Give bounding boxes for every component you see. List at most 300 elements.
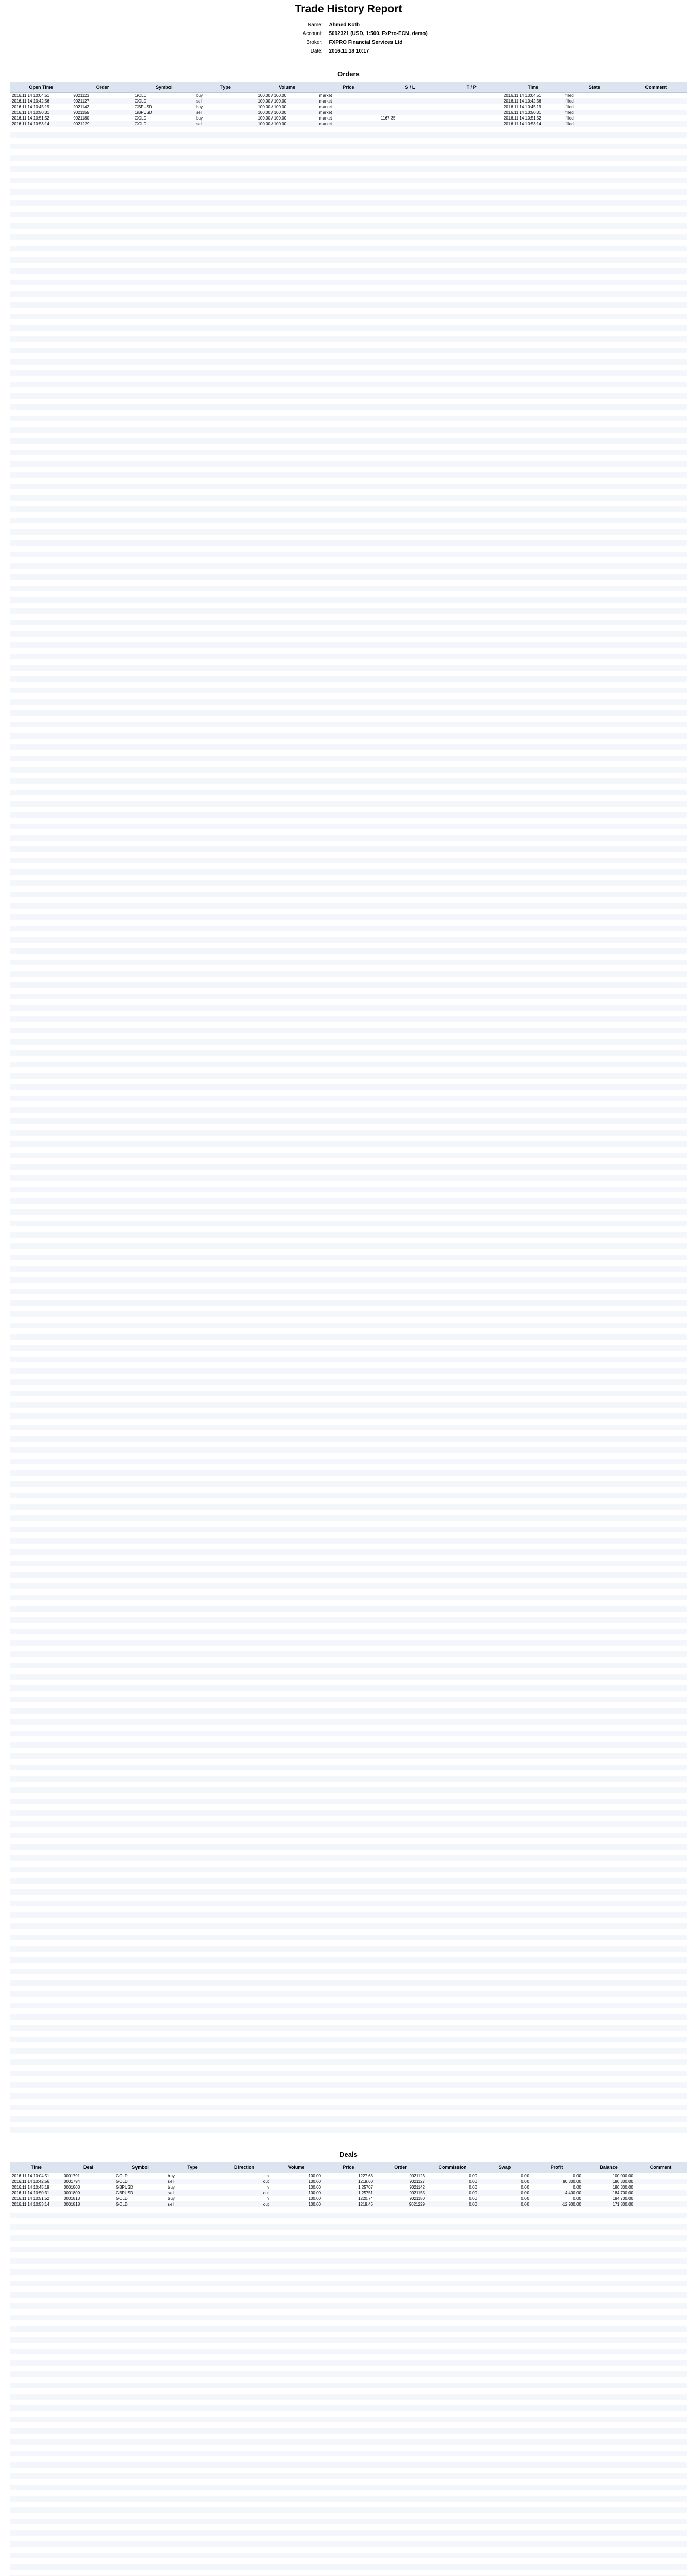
table-cell: buy <box>196 105 203 109</box>
column-header: Volume <box>256 82 317 93</box>
table-row-placeholder <box>10 1651 687 1657</box>
table-row-placeholder <box>10 1141 687 1147</box>
table-row-placeholder <box>10 1867 687 1872</box>
table-row-placeholder <box>10 353 687 359</box>
table-cell: 2016.11.14 10:45:19 <box>503 105 541 109</box>
table-row-placeholder <box>10 144 687 149</box>
table-row-placeholder <box>10 359 687 365</box>
table-row-placeholder <box>10 1181 687 1187</box>
meta-value: FXPRO Financial Services Ltd <box>329 40 403 45</box>
table-row-placeholder <box>10 1759 687 1765</box>
table-row-placeholder <box>10 744 687 750</box>
table-row-placeholder <box>10 308 687 314</box>
table-row-placeholder <box>10 234 687 240</box>
table-cell <box>625 104 687 110</box>
table-cell: GOLD <box>116 2196 128 2201</box>
table-cell <box>635 2196 687 2201</box>
table-row-placeholder <box>10 1640 687 1646</box>
table-cell: 100.00 <box>270 2190 322 2196</box>
table-row-placeholder <box>10 1362 687 1368</box>
table-row-placeholder <box>10 257 687 263</box>
table-row-placeholder <box>10 2343 687 2349</box>
table-cell <box>379 93 440 99</box>
table-row-placeholder <box>10 484 687 489</box>
table-row-placeholder <box>10 2298 687 2303</box>
table-row <box>10 2196 687 2201</box>
table-cell: 2016.11.14 10:42:56 <box>10 98 72 104</box>
table-row-placeholder <box>10 1793 687 1799</box>
column-header: Deal <box>62 2162 114 2173</box>
table-row-placeholder <box>10 2008 687 2014</box>
table-cell: sell <box>195 121 256 127</box>
table-row-placeholder <box>10 1731 687 1736</box>
table-row-placeholder <box>10 920 687 926</box>
table-cell: 80 300.00 <box>531 2179 583 2184</box>
table-cell: 2016.11.14 10:51:52 <box>503 116 541 121</box>
table-row-placeholder <box>10 2252 687 2258</box>
table-row-placeholder <box>10 155 687 161</box>
table-cell <box>625 98 687 104</box>
table-cell: 100.00 / 100.00 <box>258 93 287 98</box>
table-row-placeholder <box>10 648 687 654</box>
table-row-placeholder <box>10 1277 687 1283</box>
table-row-placeholder <box>10 1697 687 1702</box>
table-row-placeholder <box>10 2213 687 2218</box>
table-row-placeholder <box>10 722 687 727</box>
table-cell: -12 900.00 <box>531 2201 583 2207</box>
meta-value: 2016.11.18 10:17 <box>329 48 369 54</box>
table-cell <box>635 2184 687 2190</box>
table-row-placeholder <box>10 880 687 886</box>
table-row-placeholder <box>10 1804 687 1810</box>
table-row-placeholder <box>10 2088 687 2093</box>
table-row-placeholder <box>10 427 687 433</box>
table-row-placeholder <box>10 1221 687 1226</box>
table-row-placeholder <box>10 2241 687 2247</box>
table-row-placeholder <box>10 994 687 999</box>
table-row <box>10 98 687 104</box>
table-cell: 2016.11.14 10:51:52 <box>12 116 49 121</box>
table-row-placeholder <box>10 444 687 450</box>
table-row-placeholder <box>10 2093 687 2099</box>
table-row-placeholder <box>10 291 687 297</box>
table-cell <box>441 93 502 99</box>
column-header: Time <box>502 82 564 93</box>
table-cell: 184 700.00 <box>612 2196 633 2201</box>
table-row-placeholder <box>10 382 687 387</box>
table-cell: 0.00 <box>521 2174 529 2178</box>
table-row-placeholder <box>10 2456 687 2462</box>
table-cell <box>441 121 502 127</box>
table-cell: 1167.35 <box>381 116 396 121</box>
table-row-placeholder <box>10 1187 687 1192</box>
table-row-placeholder <box>10 2519 687 2524</box>
table-row-placeholder <box>10 1470 687 1476</box>
table-row-placeholder <box>10 1113 687 1118</box>
deals-table-continuation <box>10 2207 687 2576</box>
table-row-placeholder <box>10 1629 687 1634</box>
table-cell: 0.00 <box>479 2201 531 2207</box>
table-row-placeholder <box>10 2048 687 2054</box>
table-row-placeholder <box>10 1385 687 1391</box>
table-row-placeholder <box>10 1538 687 1544</box>
table-row-placeholder <box>10 433 687 438</box>
table-row-placeholder <box>10 325 687 331</box>
table-row-placeholder <box>10 1016 687 1022</box>
table-row-placeholder <box>10 778 687 784</box>
table-row-placeholder <box>10 1028 687 1033</box>
table-cell: GBPUSD <box>134 105 152 109</box>
table-cell: sell <box>195 98 256 104</box>
table-row <box>10 110 687 115</box>
table-cell: 0.00 <box>427 2190 479 2196</box>
table-row-placeholder <box>10 829 687 835</box>
table-row-placeholder <box>10 149 687 155</box>
table-row-placeholder <box>10 1969 687 1974</box>
table-row-placeholder <box>10 2110 687 2116</box>
table-row-placeholder <box>10 1260 687 1266</box>
table-row-placeholder <box>10 2524 687 2530</box>
table-row-placeholder <box>10 2037 687 2042</box>
table-row-placeholder <box>10 1748 687 1753</box>
table-row-placeholder <box>10 1589 687 1595</box>
table-row-placeholder <box>10 274 687 280</box>
table-row-placeholder <box>10 518 687 523</box>
table-row-placeholder <box>10 2377 687 2383</box>
table-row-placeholder <box>10 2360 687 2366</box>
table-row-placeholder <box>10 2445 687 2451</box>
table-row-placeholder <box>10 472 687 478</box>
table-row-placeholder <box>10 1833 687 1838</box>
table-row-placeholder <box>10 1850 687 1855</box>
table-row-placeholder <box>10 2127 687 2133</box>
table-cell: GOLD <box>134 116 147 121</box>
column-header: Commission <box>427 2162 479 2173</box>
table-row-placeholder <box>10 2354 687 2360</box>
table-row-placeholder <box>10 501 687 506</box>
table-row-placeholder <box>10 348 687 353</box>
table-row-placeholder <box>10 1878 687 1884</box>
table-row-placeholder <box>10 217 687 223</box>
table-row-placeholder <box>10 189 687 195</box>
table-row-placeholder <box>10 1306 687 1311</box>
table-row-placeholder <box>10 1872 687 1878</box>
table-row-placeholder <box>10 1294 687 1300</box>
table-row-placeholder <box>10 1209 687 1215</box>
table-row-placeholder <box>10 2224 687 2230</box>
table-row-placeholder <box>10 1646 687 1651</box>
table-row-placeholder <box>10 461 687 467</box>
table-row-placeholder <box>10 251 687 257</box>
table-cell: market <box>319 116 332 121</box>
table-cell: 1220.74 <box>358 2196 373 2201</box>
table-row-placeholder <box>10 2541 687 2547</box>
table-row-placeholder <box>10 716 687 722</box>
table-row-placeholder <box>10 1844 687 1850</box>
table-cell: 1227.63 <box>358 2174 373 2178</box>
table-row-placeholder <box>10 1912 687 1918</box>
table-row-placeholder <box>10 1164 687 1170</box>
table-cell: GBPUSD <box>133 110 195 115</box>
table-row-placeholder <box>10 1022 687 1028</box>
table-row-placeholder <box>10 557 687 563</box>
table-row-placeholder <box>10 450 687 455</box>
table-row-placeholder <box>10 2275 687 2281</box>
table-row-placeholder <box>10 2235 687 2241</box>
table-row-placeholder <box>10 1328 687 1334</box>
table-row-placeholder <box>10 2105 687 2110</box>
table-cell <box>635 2190 687 2196</box>
table-row-placeholder <box>10 2451 687 2456</box>
table-cell: 100.00 / 100.00 <box>256 110 317 115</box>
table-row-placeholder <box>10 710 687 716</box>
table-row-placeholder <box>10 263 687 268</box>
table-cell: 2016.11.14 10:53:14 <box>10 2201 62 2207</box>
report-title: Trade History Report <box>295 3 402 15</box>
table-row-placeholder <box>10 1691 687 1697</box>
table-row-placeholder <box>10 2281 687 2286</box>
deals-heading: Deals <box>339 2150 358 2158</box>
table-row-placeholder <box>10 2025 687 2031</box>
table-row-placeholder <box>10 767 687 773</box>
table-row-placeholder <box>10 1742 687 1748</box>
table-row-placeholder <box>10 2536 687 2541</box>
table-row-placeholder <box>10 1243 687 1249</box>
column-header: Type <box>166 2162 218 2173</box>
table-row-placeholder <box>10 1101 687 1107</box>
table-row-placeholder <box>10 1039 687 1045</box>
table-row-placeholder <box>10 1963 687 1969</box>
table-cell: 1219.45 <box>322 2201 375 2207</box>
table-row-placeholder <box>10 200 687 206</box>
table-row-placeholder <box>10 495 687 501</box>
table-row-placeholder <box>10 2490 687 2496</box>
table-row-placeholder <box>10 1175 687 1181</box>
table-row-placeholder <box>10 2269 687 2275</box>
meta-key: Account: <box>302 31 323 37</box>
column-header: Order <box>72 82 133 93</box>
table-row <box>10 2201 687 2207</box>
table-row-placeholder <box>10 166 687 172</box>
table-row-placeholder <box>10 2020 687 2025</box>
table-row-placeholder <box>10 2502 687 2507</box>
table-cell: 100.00 <box>270 2179 322 2184</box>
table-row-placeholder <box>10 1158 687 1164</box>
table-cell: filled <box>565 105 574 109</box>
table-cell: 0.00 <box>469 2185 477 2190</box>
table-row-placeholder <box>10 421 687 427</box>
column-header: Balance <box>583 2162 635 2173</box>
table-row-placeholder <box>10 1226 687 1232</box>
table-row-placeholder <box>10 2479 687 2485</box>
table-cell: 180 300.00 <box>612 2185 633 2190</box>
table-row-placeholder <box>10 552 687 557</box>
column-header: Price <box>318 82 379 93</box>
table-row-placeholder <box>10 2349 687 2354</box>
table-row-placeholder <box>10 2530 687 2536</box>
table-row-placeholder <box>10 1719 687 1725</box>
meta-row <box>215 38 483 47</box>
table-row-placeholder <box>10 1946 687 1952</box>
meta-value: Ahmed Kotb <box>329 22 360 28</box>
table-cell: GBPUSD <box>114 2190 166 2196</box>
table-cell: buy <box>196 93 203 98</box>
table-cell: 100.00 <box>308 2174 321 2178</box>
table-cell: in <box>265 2185 269 2190</box>
table-row-placeholder <box>10 404 687 410</box>
table-cell <box>441 104 502 110</box>
table-row-placeholder <box>10 1510 687 1515</box>
table-row-placeholder <box>10 195 687 200</box>
table-row-placeholder <box>10 699 687 705</box>
table-cell: 2016.11.14 10:50:31 <box>10 2190 62 2196</box>
table-cell: filled <box>565 116 574 121</box>
table-row-placeholder <box>10 2332 687 2337</box>
column-header: Order <box>375 2162 427 2173</box>
table-row-placeholder <box>10 1765 687 1770</box>
table-row-placeholder <box>10 2320 687 2326</box>
table-row-placeholder <box>10 642 687 648</box>
table-cell: sell <box>195 110 256 115</box>
table-cell: filled <box>564 121 625 127</box>
table-row-placeholder <box>10 387 687 393</box>
table-row-placeholder <box>10 1674 687 1680</box>
table-row-placeholder <box>10 506 687 512</box>
table-row-placeholder <box>10 2553 687 2558</box>
table-row-placeholder <box>10 1753 687 1759</box>
table-row <box>10 2184 687 2190</box>
table-row-placeholder <box>10 705 687 710</box>
table-row-placeholder <box>10 812 687 818</box>
table-row-placeholder <box>10 365 687 370</box>
column-header: State <box>564 82 625 93</box>
table-row-placeholder <box>10 1974 687 1980</box>
table-row-placeholder <box>10 1283 687 1289</box>
table-row-placeholder <box>10 2082 687 2088</box>
table-row-placeholder <box>10 2303 687 2309</box>
table-cell: 0001813 <box>64 2196 80 2201</box>
table-row-placeholder <box>10 240 687 246</box>
orders-table-continuation <box>10 127 687 2136</box>
table-row-placeholder <box>10 682 687 688</box>
table-row-placeholder <box>10 2286 687 2292</box>
table-row-placeholder <box>10 297 687 302</box>
table-row-placeholder <box>10 535 687 540</box>
table-row-placeholder <box>10 563 687 569</box>
table-cell <box>441 110 502 115</box>
table-row-placeholder <box>10 1368 687 1374</box>
table-row-placeholder <box>10 654 687 659</box>
table-row-placeholder <box>10 756 687 761</box>
table-row <box>10 115 687 121</box>
table-cell: 9021127 <box>375 2179 427 2184</box>
table-row-placeholder <box>10 1861 687 1867</box>
table-cell: 9021123 <box>73 93 89 98</box>
table-row-placeholder <box>10 2507 687 2513</box>
table-cell: buy <box>168 2185 175 2190</box>
column-header: Profit <box>531 2162 583 2173</box>
table-row-placeholder <box>10 841 687 846</box>
table-row-placeholder <box>10 1527 687 1532</box>
table-row <box>10 93 687 99</box>
table-cell: 2016.11.14 10:04:51 <box>12 93 49 98</box>
table-row-placeholder <box>10 2054 687 2059</box>
table-row-placeholder <box>10 1708 687 1714</box>
table-row-placeholder <box>10 1419 687 1425</box>
table-row-placeholder <box>10 1413 687 1419</box>
account-meta <box>215 21 483 56</box>
table-cell: 0.00 <box>427 2201 479 2207</box>
table-cell: 0.00 <box>521 2185 529 2190</box>
orders-table <box>10 82 687 127</box>
table-cell: 2016.11.14 10:50:31 <box>502 110 564 115</box>
table-row-placeholder <box>10 2099 687 2105</box>
table-row-placeholder <box>10 2400 687 2405</box>
table-row-placeholder <box>10 1130 687 1136</box>
table-cell: 0.00 <box>521 2196 529 2201</box>
table-cell: 9021180 <box>73 116 89 121</box>
table-row-placeholder <box>10 1334 687 1340</box>
table-row-placeholder <box>10 835 687 841</box>
table-row-placeholder <box>10 229 687 234</box>
table-row-placeholder <box>10 2065 687 2071</box>
column-header: Swap <box>479 2162 531 2173</box>
table-row-placeholder <box>10 2116 687 2122</box>
table-row-placeholder <box>10 376 687 382</box>
table-row-placeholder <box>10 1198 687 1204</box>
table-row-placeholder <box>10 1402 687 1408</box>
table-row-placeholder <box>10 1266 687 1272</box>
table-row-placeholder <box>10 869 687 875</box>
table-row-placeholder <box>10 1918 687 1923</box>
table-row-placeholder <box>10 1991 687 1997</box>
table-cell: out <box>218 2179 270 2184</box>
table-cell <box>625 110 687 115</box>
table-row-placeholder <box>10 172 687 178</box>
table-row-placeholder <box>10 852 687 858</box>
table-cell: market <box>318 121 379 127</box>
table-row-placeholder <box>10 1493 687 1498</box>
table-row-placeholder <box>10 909 687 914</box>
table-row-placeholder <box>10 1317 687 1323</box>
table-row-placeholder <box>10 223 687 229</box>
table-row-placeholder <box>10 790 687 795</box>
table-row-placeholder <box>10 1606 687 1612</box>
table-cell: 2016.11.14 10:53:14 <box>502 121 564 127</box>
table-row-placeholder <box>10 1515 687 1521</box>
table-cell: GBPUSD <box>116 2185 133 2190</box>
table-row-placeholder <box>10 1923 687 1929</box>
table-row-placeholder <box>10 1011 687 1016</box>
table-row-placeholder <box>10 1725 687 1731</box>
column-header: Price <box>322 2162 375 2173</box>
table-row-placeholder <box>10 2292 687 2298</box>
table-row-placeholder <box>10 948 687 954</box>
table-cell: 100.00 / 100.00 <box>256 98 317 104</box>
table-row-placeholder <box>10 676 687 682</box>
table-row-placeholder <box>10 1561 687 1566</box>
table-cell: market <box>318 98 379 104</box>
table-row-placeholder <box>10 1663 687 1668</box>
table-row-placeholder <box>10 1323 687 1328</box>
table-row-placeholder <box>10 302 687 308</box>
table-row-placeholder <box>10 1481 687 1487</box>
table-row-placeholder <box>10 2394 687 2400</box>
table-row <box>10 2179 687 2184</box>
table-row-placeholder <box>10 1957 687 1963</box>
table-cell: 2016.11.14 10:50:31 <box>10 110 72 115</box>
table-row-placeholder <box>10 2439 687 2445</box>
